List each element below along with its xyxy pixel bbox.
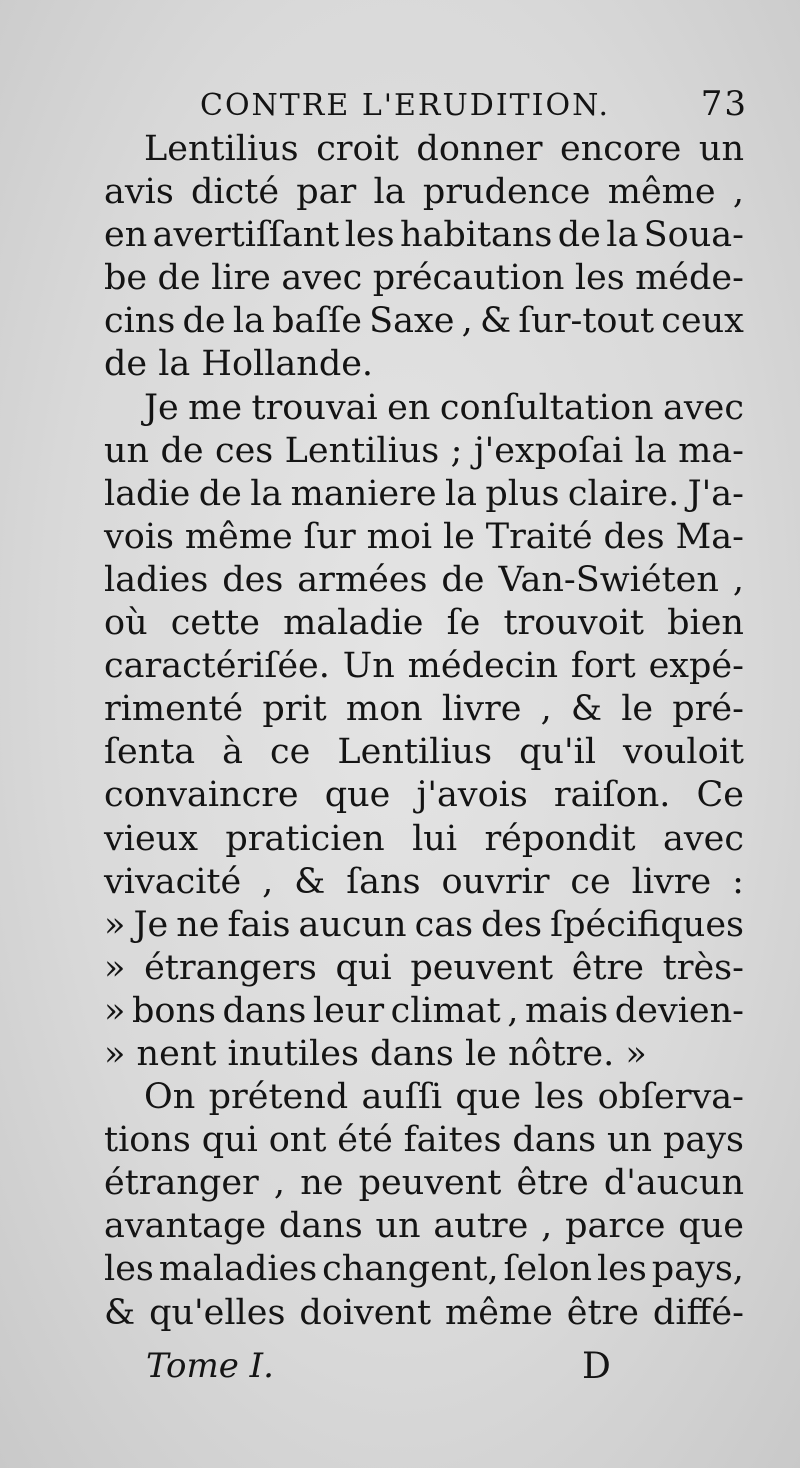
text-line: tions qui ont été faites dans un pays [104, 1120, 744, 1161]
text-line: vivacité , & ſans ouvrir ce livre : [104, 861, 744, 902]
text-line: avis dicté par la prudence même , [104, 172, 744, 213]
text-line: vois même ſur moi le Traité des Ma- [104, 516, 744, 557]
text-line: ladie de la maniere la plus claire. J'a- [104, 473, 744, 514]
text-line: Je me trouvai en conſultation avec [144, 387, 744, 428]
text-line: On prétend auſſi que les obſerva- [144, 1077, 744, 1118]
text-line: ſenta à ce Lentilius qu'il vouloit [104, 732, 744, 773]
text-line: » nent inutiles dans le nôtre. » [104, 1033, 647, 1074]
signature-mark: D [582, 1346, 611, 1387]
page-footer [146, 1346, 626, 1394]
text-line: ladies des armées de Van-Swiéten , [104, 559, 744, 600]
text-line: étranger , ne peuvent être d'aucun [104, 1163, 744, 1204]
text-line: » bons dans leur climat , mais devien- [104, 990, 744, 1031]
text-line: caractériſée. Un médecin fort expé- [104, 646, 744, 687]
text-line: convaincre que j'avois raiſon. Ce [104, 775, 744, 816]
text-line: » étrangers qui peuvent être très- [104, 947, 744, 988]
text-line: avantage dans un autre , parce que [104, 1206, 744, 1247]
running-title: CONTRE L'ERUDITION. [200, 88, 610, 123]
text-line: cins de la baſſe Saxe , & ſur-tout ceux [104, 301, 744, 342]
text-line: où cette maladie ſe trouvoit bien [104, 603, 744, 644]
text-line: & qu'elles doivent même être diffé- [104, 1292, 744, 1333]
text-line: un de ces Lentilius ; j'expoſai la ma- [104, 430, 744, 471]
volume-mark: Tome I. [146, 1346, 274, 1386]
text-line: rimenté prit mon livre , & le pré- [104, 689, 744, 730]
page-number: 73 [700, 84, 748, 124]
text-line: be de lire avec précaution les méde- [104, 258, 744, 299]
text-line: vieux praticien lui répondit avec [104, 818, 744, 859]
text-line: de la Hollande. [104, 344, 374, 385]
body-text [104, 128, 744, 1335]
text-line: les maladies changent, ſelon les pays, [104, 1249, 744, 1290]
text-line: en avertiſſant les habitans de la Soua- [104, 215, 744, 256]
text-line: Lentilius croit donner encore un [144, 129, 744, 169]
page-header [200, 84, 748, 134]
text-line: » Je ne fais aucun cas des ſpécifiques [104, 904, 744, 945]
